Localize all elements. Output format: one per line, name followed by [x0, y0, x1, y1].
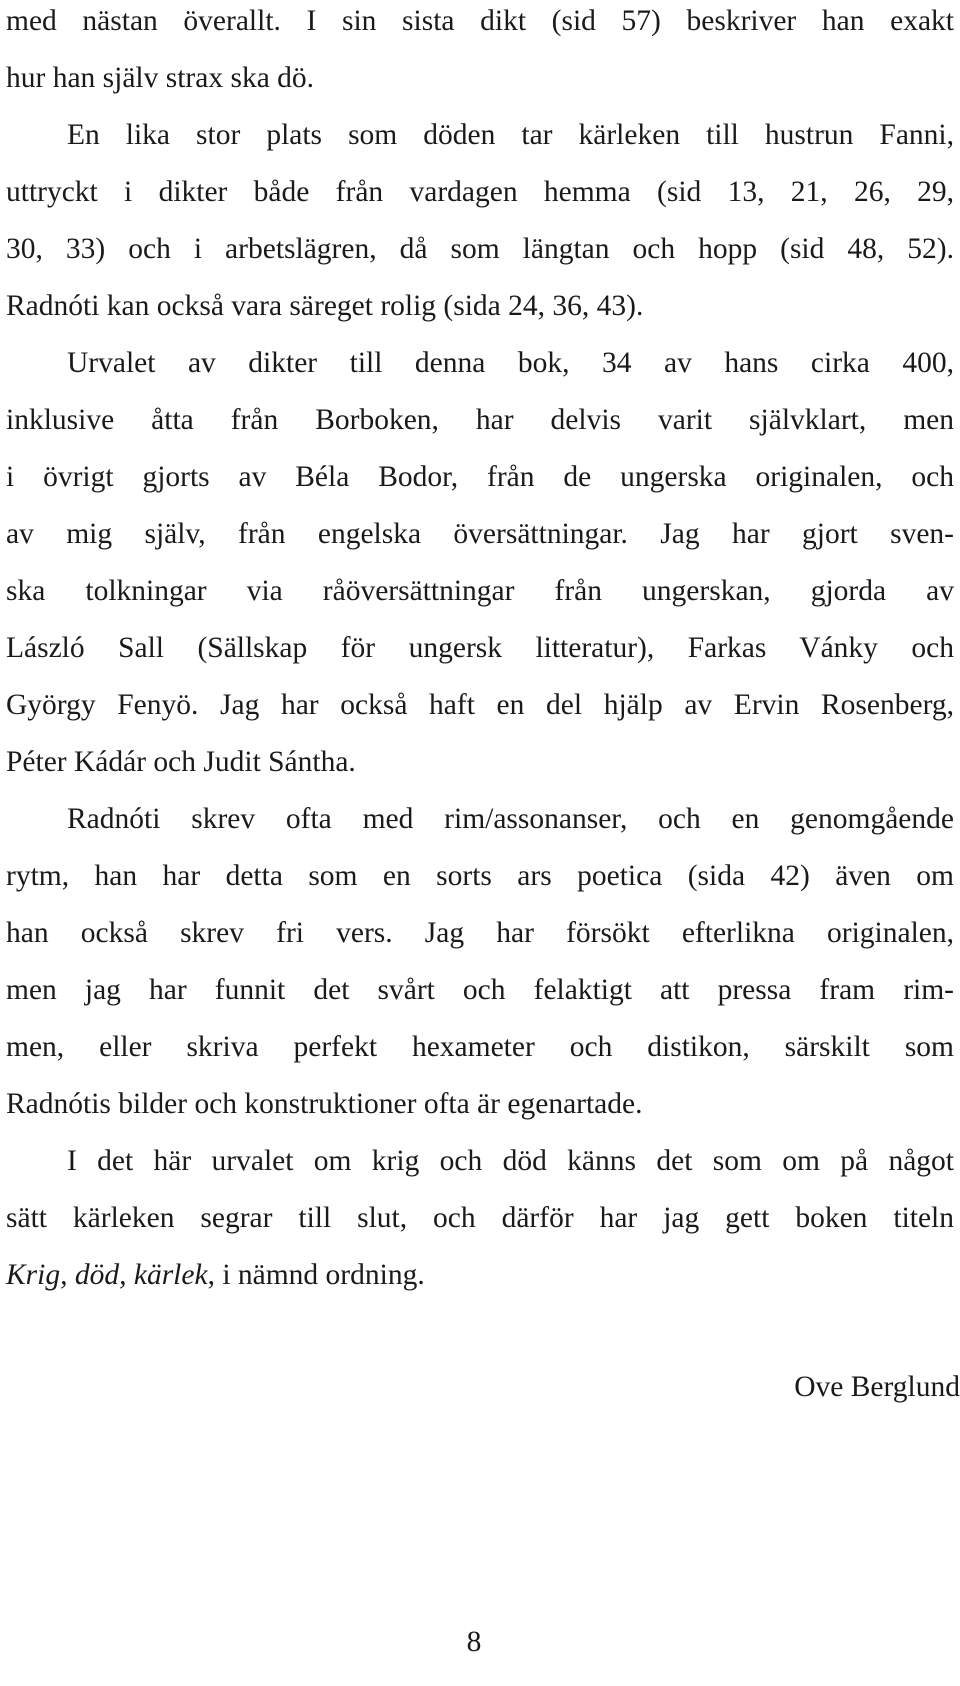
text-line: Radnótis bilder och konstruktioner ofta är egenartade. — [6, 1088, 643, 1120]
text-line: uttryckt i dikter både från vardagen hemma (sid 13, 21, 26, 29, — [6, 176, 954, 208]
paragraph-2 — [6, 107, 954, 335]
text-line: men jag har funnit det svårt och felaktigt att pressa fram rim- — [6, 974, 954, 1006]
text-line: László Sall (Sällskap för ungersk litteratur), Farkas Vánky och — [6, 632, 954, 664]
text-line: i övrigt gjorts av Béla Bodor, från de ungerska originalen, och — [6, 461, 954, 493]
text-line: av mig själv, från engelska översättningar. Jag har gjort sven- — [6, 518, 954, 550]
text-line: I det här urvalet om krig och död känns det som om på något — [67, 1145, 954, 1177]
text-line: inklusive åtta från Borboken, har delvis varit självklart, men — [6, 404, 954, 436]
text-line: Radnóti skrev ofta med rim/assonanser, och en genomgående — [67, 803, 954, 835]
text-line: men, eller skriva perfekt hexameter och distikon, särskilt som — [6, 1031, 954, 1063]
text-line: György Fenyö. Jag har också haft en del hjälp av Ervin Rosenberg, — [6, 689, 954, 721]
text-line: rytm, han har detta som en sorts ars poetica (sida 42) även om — [6, 860, 954, 892]
text-line: 30, 33) och i arbetslägren, då som längtan och hopp (sid 48, 52). — [6, 233, 954, 265]
text-line: hur han själv strax ska dö. — [6, 62, 315, 94]
text-line: han också skrev fri vers. Jag har försökt efterlikna originalen, — [6, 917, 954, 949]
text-fragment: , i nämnd ordning. — [207, 1259, 425, 1291]
text-line: ska tolkningar via råöversättningar från ungerskan, gjorda av — [6, 575, 954, 607]
paragraph-3 — [6, 335, 954, 791]
text-line: med nästan överallt. I sin sista dikt (sid 57) beskriver han exakt — [6, 5, 954, 37]
paragraph-5 — [6, 1133, 954, 1304]
author-signature: Ove Berglund — [794, 1371, 960, 1403]
text-line: En lika stor plats som döden tar kärleken till hustrun Fanni, — [67, 119, 954, 151]
paragraph-4 — [6, 791, 954, 1133]
book-title: Krig, död, kärlek — [6, 1259, 208, 1291]
text-line: Péter Kádár och Judit Sántha. — [6, 746, 356, 778]
text-line: sätt kärleken segrar till slut, och därför har jag gett boken titeln — [6, 1202, 954, 1234]
text-line: Radnóti kan också vara säreget rolig (sida 24, 36, 43). — [6, 290, 644, 322]
text-line — [6, 1247, 954, 1304]
text-line: Urvalet av dikter till denna bok, 34 av hans cirka 400, — [67, 347, 954, 379]
paragraph-1 — [6, 0, 954, 107]
page-number: 8 — [466, 1626, 482, 1658]
document-page — [6, 0, 954, 1304]
